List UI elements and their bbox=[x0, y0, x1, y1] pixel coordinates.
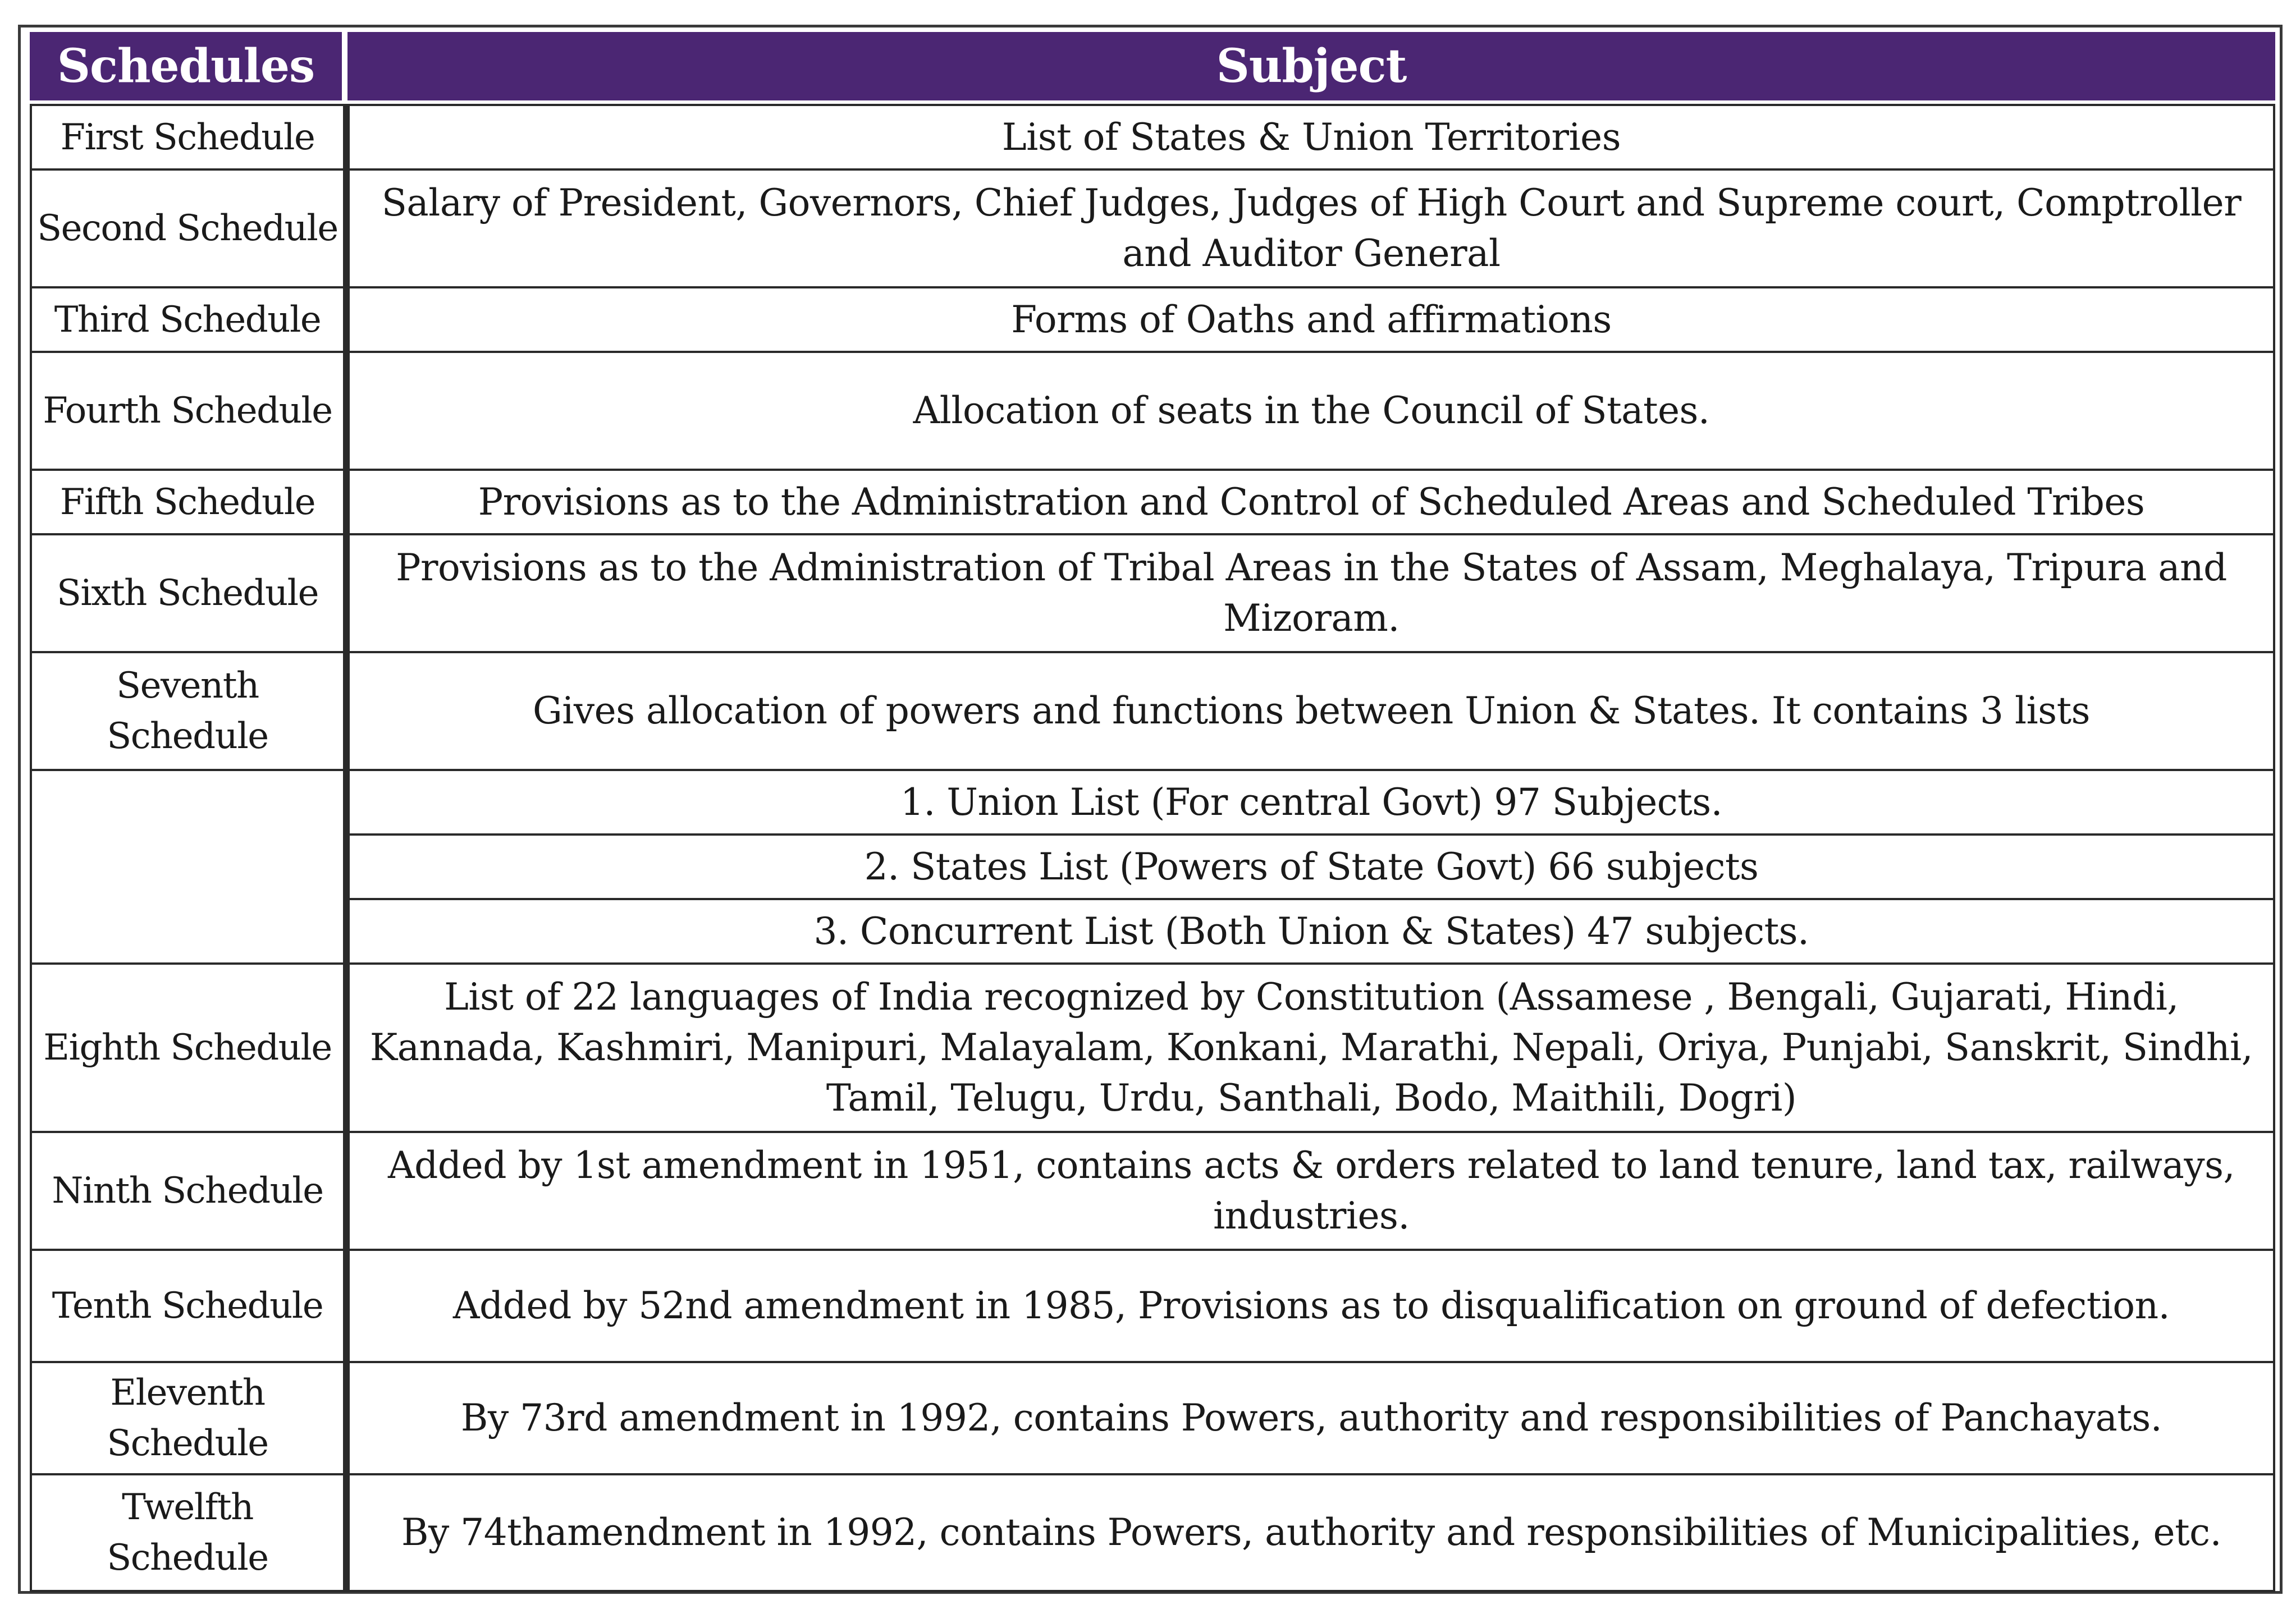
schedule-cell: Second Schedule bbox=[30, 168, 347, 286]
table-row bbox=[30, 833, 2275, 898]
column-header-schedules: Schedules bbox=[30, 32, 347, 104]
table-row bbox=[30, 104, 2275, 168]
table-row bbox=[30, 1473, 2275, 1592]
schedule-cell: Fourth Schedule bbox=[30, 351, 347, 469]
subject-cell: Forms of Oaths and affirmations bbox=[347, 286, 2275, 351]
schedule-cell: Sixth Schedule bbox=[30, 533, 347, 651]
table-row bbox=[30, 168, 2275, 286]
schedules-table-frame bbox=[18, 25, 2283, 1594]
subject-cell: List of States & Union Territories bbox=[347, 104, 2275, 168]
table-row bbox=[30, 1361, 2275, 1473]
schedule-cell: Fifth Schedule bbox=[30, 469, 347, 533]
subject-cell: Allocation of seats in the Council of States. bbox=[347, 351, 2275, 469]
schedule-cell: Eighth Schedule bbox=[30, 962, 347, 1131]
table-row bbox=[30, 1131, 2275, 1249]
schedule-cell: Third Schedule bbox=[30, 286, 347, 351]
subject-cell: Salary of President, Governors, Chief Judges, Judges of High Court and Supreme court, Comptroller and Auditor General bbox=[347, 168, 2275, 286]
subject-cell: 1. Union List (For central Govt) 97 Subjects. bbox=[347, 769, 2275, 833]
schedules-table bbox=[30, 32, 2275, 1592]
table-header-row bbox=[30, 32, 2275, 104]
subject-cell: Added by 1st amendment in 1951, contains acts & orders related to land tenure, land tax, railways, industries. bbox=[347, 1131, 2275, 1249]
table-row bbox=[30, 469, 2275, 533]
schedule-cell: Tenth Schedule bbox=[30, 1249, 347, 1361]
subject-cell: By 73rd amendment in 1992, contains Powers, authority and responsibilities of Panchayats. bbox=[347, 1361, 2275, 1473]
schedule-cell: Ninth Schedule bbox=[30, 1131, 347, 1249]
table-row bbox=[30, 898, 2275, 962]
subject-cell: 2. States List (Powers of State Govt) 66 subjects bbox=[347, 833, 2275, 898]
schedule-cell: First Schedule bbox=[30, 104, 347, 168]
schedule-cell: Seventh Schedule bbox=[30, 651, 347, 769]
table-row bbox=[30, 769, 2275, 833]
subject-cell: Provisions as to the Administration and Control of Scheduled Areas and Scheduled Tribes bbox=[347, 469, 2275, 533]
subject-cell: Added by 52nd amendment in 1985, Provisions as to disqualification on ground of defection. bbox=[347, 1249, 2275, 1361]
table-row bbox=[30, 1249, 2275, 1361]
schedule-cell: Eleventh Schedule bbox=[30, 1361, 347, 1473]
table-row bbox=[30, 286, 2275, 351]
table-row bbox=[30, 651, 2275, 769]
subject-cell: Provisions as to the Administration of Tribal Areas in the States of Assam, Meghalaya, Tripura and Mizoram. bbox=[347, 533, 2275, 651]
subject-cell: By 74thamendment in 1992, contains Powers, authority and responsibilities of Municipalities, etc. bbox=[347, 1473, 2275, 1592]
subject-cell: List of 22 languages of India recognized by Constitution (Assamese , Bengali, Gujarati, Hindi, Kannada, Kashmiri, Manipuri, Malayalam, Konkani, Marathi, Nepali, Oriya, Punjabi, Sanskrit, Sindhi, Tamil, Telugu, Urdu, Santhali, Bodo, Maithili, Dogri) bbox=[347, 962, 2275, 1131]
subject-cell: 3. Concurrent List (Both Union & States) 47 subjects. bbox=[347, 898, 2275, 962]
table-row bbox=[30, 533, 2275, 651]
table-row bbox=[30, 351, 2275, 469]
table-row bbox=[30, 962, 2275, 1131]
schedule-cell: Twelfth Schedule bbox=[30, 1473, 347, 1592]
column-header-subject: Subject bbox=[347, 32, 2275, 104]
schedule-cell-empty bbox=[30, 769, 347, 962]
subject-cell: Gives allocation of powers and functions between Union & States. It contains 3 lists bbox=[347, 651, 2275, 769]
